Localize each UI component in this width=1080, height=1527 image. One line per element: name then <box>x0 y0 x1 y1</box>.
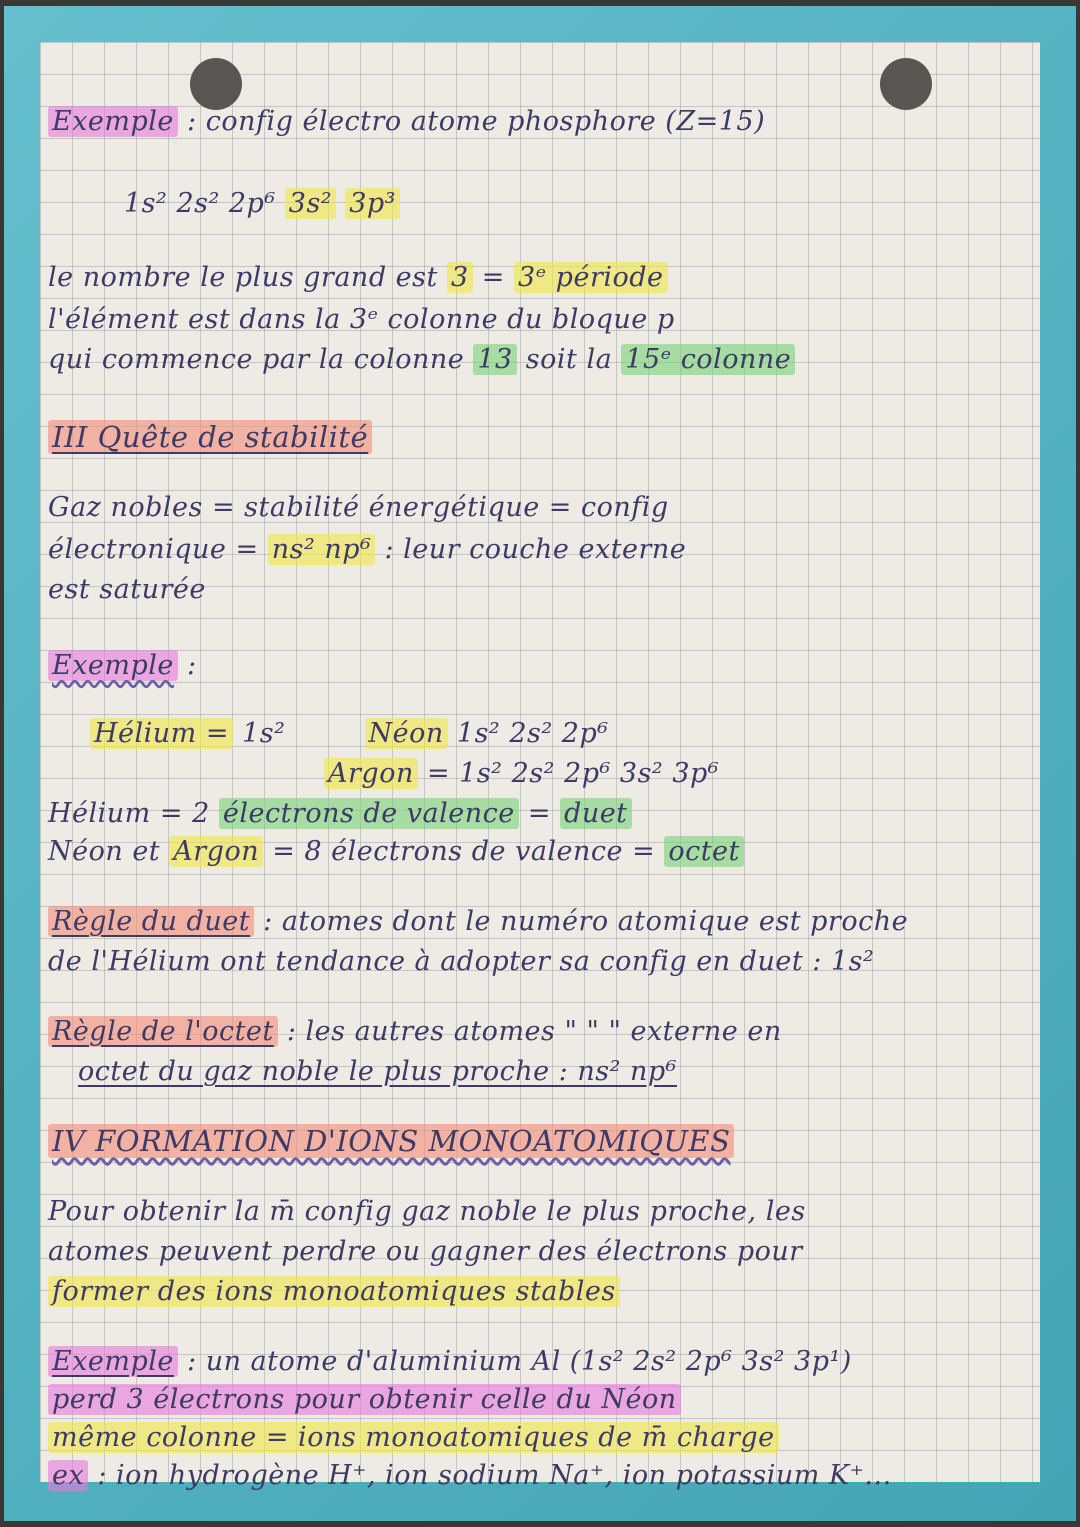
octet-label: octet <box>664 836 744 867</box>
aluminium-text: : un atome d'aluminium Al (1s² 2s² 2p⁶ 3s² 3p¹) <box>187 1346 852 1377</box>
aluminium-line-2 <box>48 1384 1068 1415</box>
period-label: 3ᵉ période <box>514 262 668 293</box>
duet-rule-label: Règle du duet <box>48 906 254 937</box>
example-2-line <box>48 650 1068 681</box>
duet-label: duet <box>560 798 632 829</box>
ions-examples-label: ex <box>48 1460 88 1491</box>
saturated-text: est saturée <box>48 574 206 605</box>
electronic-prefix: électronique = <box>48 534 259 565</box>
noble-gas-text: Gaz nobles = stabilité énergétique = config <box>48 492 669 523</box>
example-2-colon: : <box>187 650 197 681</box>
ions-line-2 <box>48 1236 1068 1267</box>
block-col13: 13 <box>473 344 516 375</box>
column-line <box>48 304 1068 335</box>
same-column-text: même colonne = ions monoatomiques de m̄ charge <box>48 1422 779 1453</box>
neon-config: 1s² 2s² 2p⁶ <box>456 718 609 749</box>
duet-rule-line <box>48 906 1068 937</box>
duet-rule-text-2: de l'Hélium ont tendance à adopter sa config en duet : 1s² <box>48 946 875 977</box>
section-3-title: III Quête de stabilité <box>48 420 372 454</box>
octet-rule-text: : les autres atomes " " " externe en <box>286 1016 782 1047</box>
ions-examples-line <box>48 1460 1068 1491</box>
aluminium-text-2: perd 3 électrons pour obtenir celle du Néon <box>48 1384 681 1415</box>
aluminium-label: Exemple <box>48 1346 178 1377</box>
octet-rule-label: Règle de l'octet <box>48 1016 278 1047</box>
octet-rule-line-2 <box>78 1056 1080 1087</box>
octet-rule-text-2: octet du gaz noble le plus proche : ns² np⁶ <box>78 1056 677 1087</box>
example-2-label: Exemple <box>48 650 178 681</box>
section-3-heading <box>48 420 1068 454</box>
neon-label: Néon <box>365 718 448 749</box>
helium-neon-line <box>90 718 1080 749</box>
electronic-suffix: : leur couche externe <box>384 534 687 565</box>
block-col15: 15ᵉ colonne <box>621 344 795 375</box>
helium-valence-line <box>48 798 1068 829</box>
punch-hole-left <box>190 58 242 110</box>
helium-config: 1s² <box>242 718 286 749</box>
section-4-title: IV FORMATION D'IONS MONOATOMIQUES <box>48 1124 734 1158</box>
example-label: Exemple <box>48 106 178 137</box>
example-text: : config électro atome phosphore (Z=15) <box>187 106 766 137</box>
helium-valence-prefix: Hélium = 2 <box>48 798 210 829</box>
section-4-heading <box>48 1124 1068 1158</box>
saturated-line <box>48 574 1068 605</box>
argon-label: Argon <box>324 758 418 789</box>
noble-gas-line <box>48 492 1068 523</box>
column-text: l'élément est dans la 3ᵉ colonne du bloque p <box>48 304 675 335</box>
ions-line-1 <box>48 1196 1068 1227</box>
ions-line-3 <box>48 1276 1068 1307</box>
period-prefix: le nombre le plus grand est <box>48 262 438 293</box>
duet-rule-text: : atomes dont le numéro atomique est proche <box>263 906 909 937</box>
helium-valence-eq: = <box>527 798 551 829</box>
period-line <box>48 262 1068 293</box>
phosphorus-config <box>124 188 1080 219</box>
argon-config: = 1s² 2s² 2p⁶ 3s² 3p⁶ <box>426 758 720 789</box>
duet-rule-line-2 <box>48 946 1068 977</box>
config-3p: 3p³ <box>345 188 400 219</box>
octet-rule-line <box>48 1016 1068 1047</box>
punch-hole-right <box>880 58 932 110</box>
period-equals: = <box>481 262 505 293</box>
argon-line <box>324 758 1080 789</box>
same-column-line <box>48 1422 1068 1453</box>
electronic-line <box>48 534 1068 565</box>
octet-line <box>48 836 1068 867</box>
notebook-page-border <box>4 6 1076 1521</box>
block-prefix: qui commence par la colonne <box>48 344 465 375</box>
ions-text-2: atomes peuvent perdre ou gagner des électrons pour <box>48 1236 803 1267</box>
octet-mid: = 8 électrons de valence = <box>272 836 656 867</box>
helium-label: Hélium = <box>90 718 233 749</box>
aluminium-line <box>48 1346 1068 1377</box>
ions-examples-text: : ion hydrogène H⁺, ion sodium Na⁺, ion potassium K⁺... <box>97 1460 892 1491</box>
example-phosphorus-line <box>48 106 1068 137</box>
helium-valence-hl: électrons de valence <box>219 798 519 829</box>
block-mid: soit la <box>525 344 613 375</box>
ions-text-1: Pour obtenir la m̄ config gaz noble le plus proche, les <box>48 1196 806 1227</box>
octet-argon: Argon <box>169 836 263 867</box>
config-3s: 3s² <box>285 188 336 219</box>
config-prefix: 1s² 2s² 2p⁶ <box>124 188 276 219</box>
ions-text-3: former des ions monoatomiques stables <box>48 1276 620 1307</box>
period-number: 3 <box>447 262 473 293</box>
electronic-config: ns² np⁶ <box>268 534 376 565</box>
octet-prefix: Néon et <box>48 836 161 867</box>
block-line <box>48 344 1068 375</box>
